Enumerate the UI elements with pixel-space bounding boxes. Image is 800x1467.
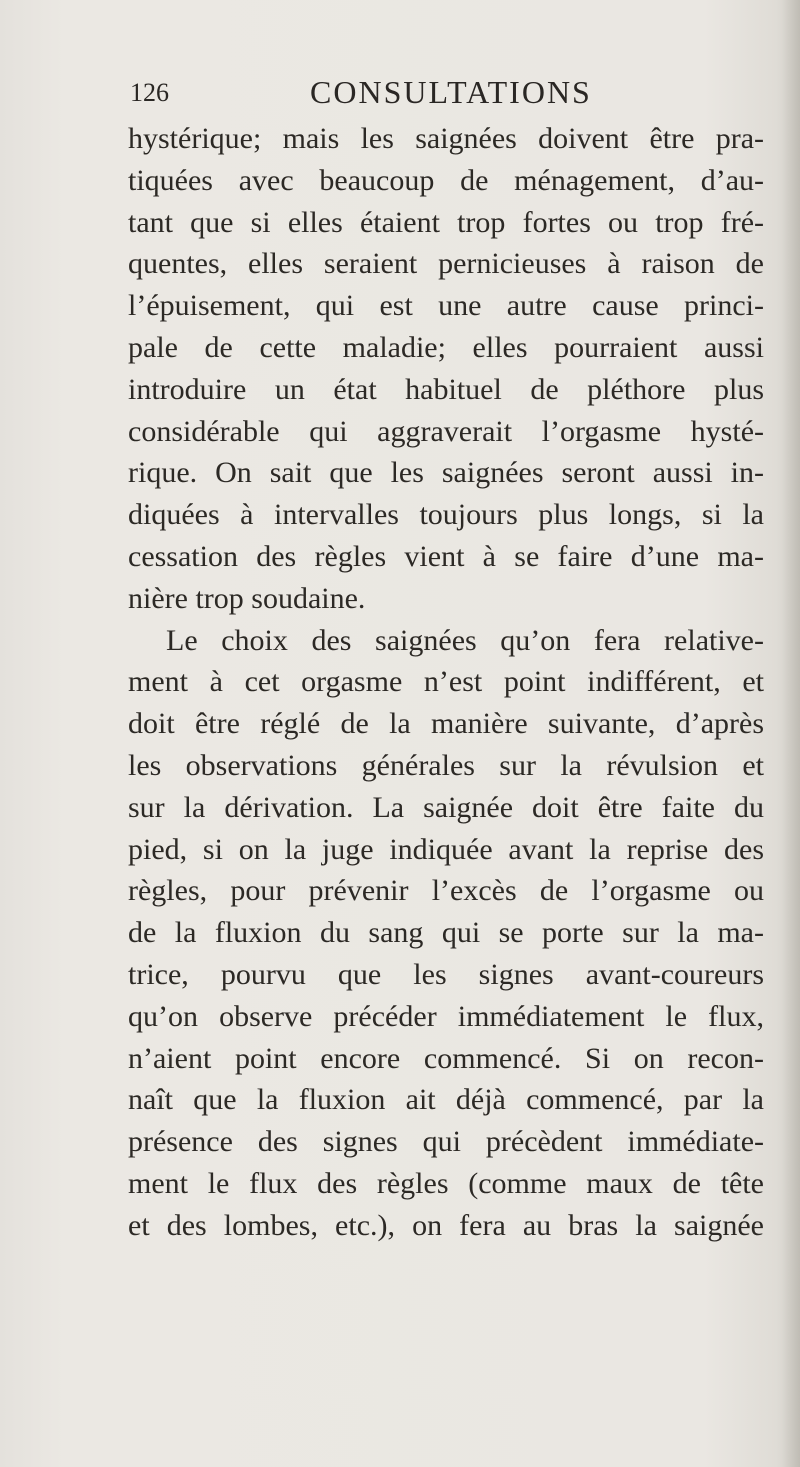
page-number: 126 <box>130 78 169 107</box>
text-line: hystérique; mais les saignées doivent être pra- <box>128 122 764 155</box>
page-header <box>130 74 650 122</box>
text-line: les observations générales sur la révulsion et <box>128 748 764 782</box>
text-line: qu’on observe précéder immédiatement le flux, <box>128 999 764 1033</box>
text-line: nière trop soudaine. <box>128 581 366 615</box>
text-line: tiquées avec beaucoup de ménagement, d’au- <box>128 163 764 197</box>
body-text <box>128 118 764 1247</box>
text-line: doit être réglé de la manière suivante, d’après <box>128 707 764 741</box>
text-line: de la fluxion du sang qui se porte sur la ma- <box>128 916 764 950</box>
text-line: ment à cet orgasme n’est point indifférent, et <box>128 665 764 699</box>
page-edge-shadow <box>782 0 800 1467</box>
text-line: n’aient point encore commencé. Si on recon- <box>128 1041 764 1075</box>
text-line: pied, si on la juge indiquée avant la reprise des <box>128 832 764 866</box>
text-line: diquées à intervalles toujours plus longs, si la <box>128 498 764 532</box>
text-line: et des lombes, etc.), on fera au bras la saignée <box>128 1208 764 1242</box>
text-line: introduire un état habituel de pléthore plus <box>128 372 764 406</box>
text-line: sur la dérivation. La saignée doit être faite du <box>128 790 764 824</box>
text-line: quentes, elles seraient pernicieuses à raison de <box>128 247 764 281</box>
text-line: considérable qui aggraverait l’orgasme hysté- <box>128 414 764 448</box>
text-line: ment le flux des règles (comme maux de tête <box>128 1166 764 1200</box>
text-line: trice, pourvu que les signes avant-coureurs <box>128 957 764 991</box>
text-line: cessation des règles vient à se faire d’une ma- <box>128 539 764 573</box>
text-line: règles, pour prévenir l’excès de l’orgasme ou <box>128 874 764 908</box>
running-title: CONSULTATIONS <box>310 74 592 110</box>
text-line: naît que la fluxion ait déjà commencé, par la <box>128 1083 764 1117</box>
text-line: tant que si elles étaient trop fortes ou trop fré- <box>128 205 764 239</box>
text-line: rique. On sait que les saignées seront aussi in- <box>128 456 764 490</box>
text-line: pale de cette maladie; elles pourraient aussi <box>128 330 764 364</box>
text-line: Le choix des saignées qu’on fera relative- <box>166 623 764 657</box>
text-line: présence des signes qui précèdent immédiate- <box>128 1125 764 1159</box>
text-line: l’épuisement, qui est une autre cause princi- <box>128 289 764 323</box>
